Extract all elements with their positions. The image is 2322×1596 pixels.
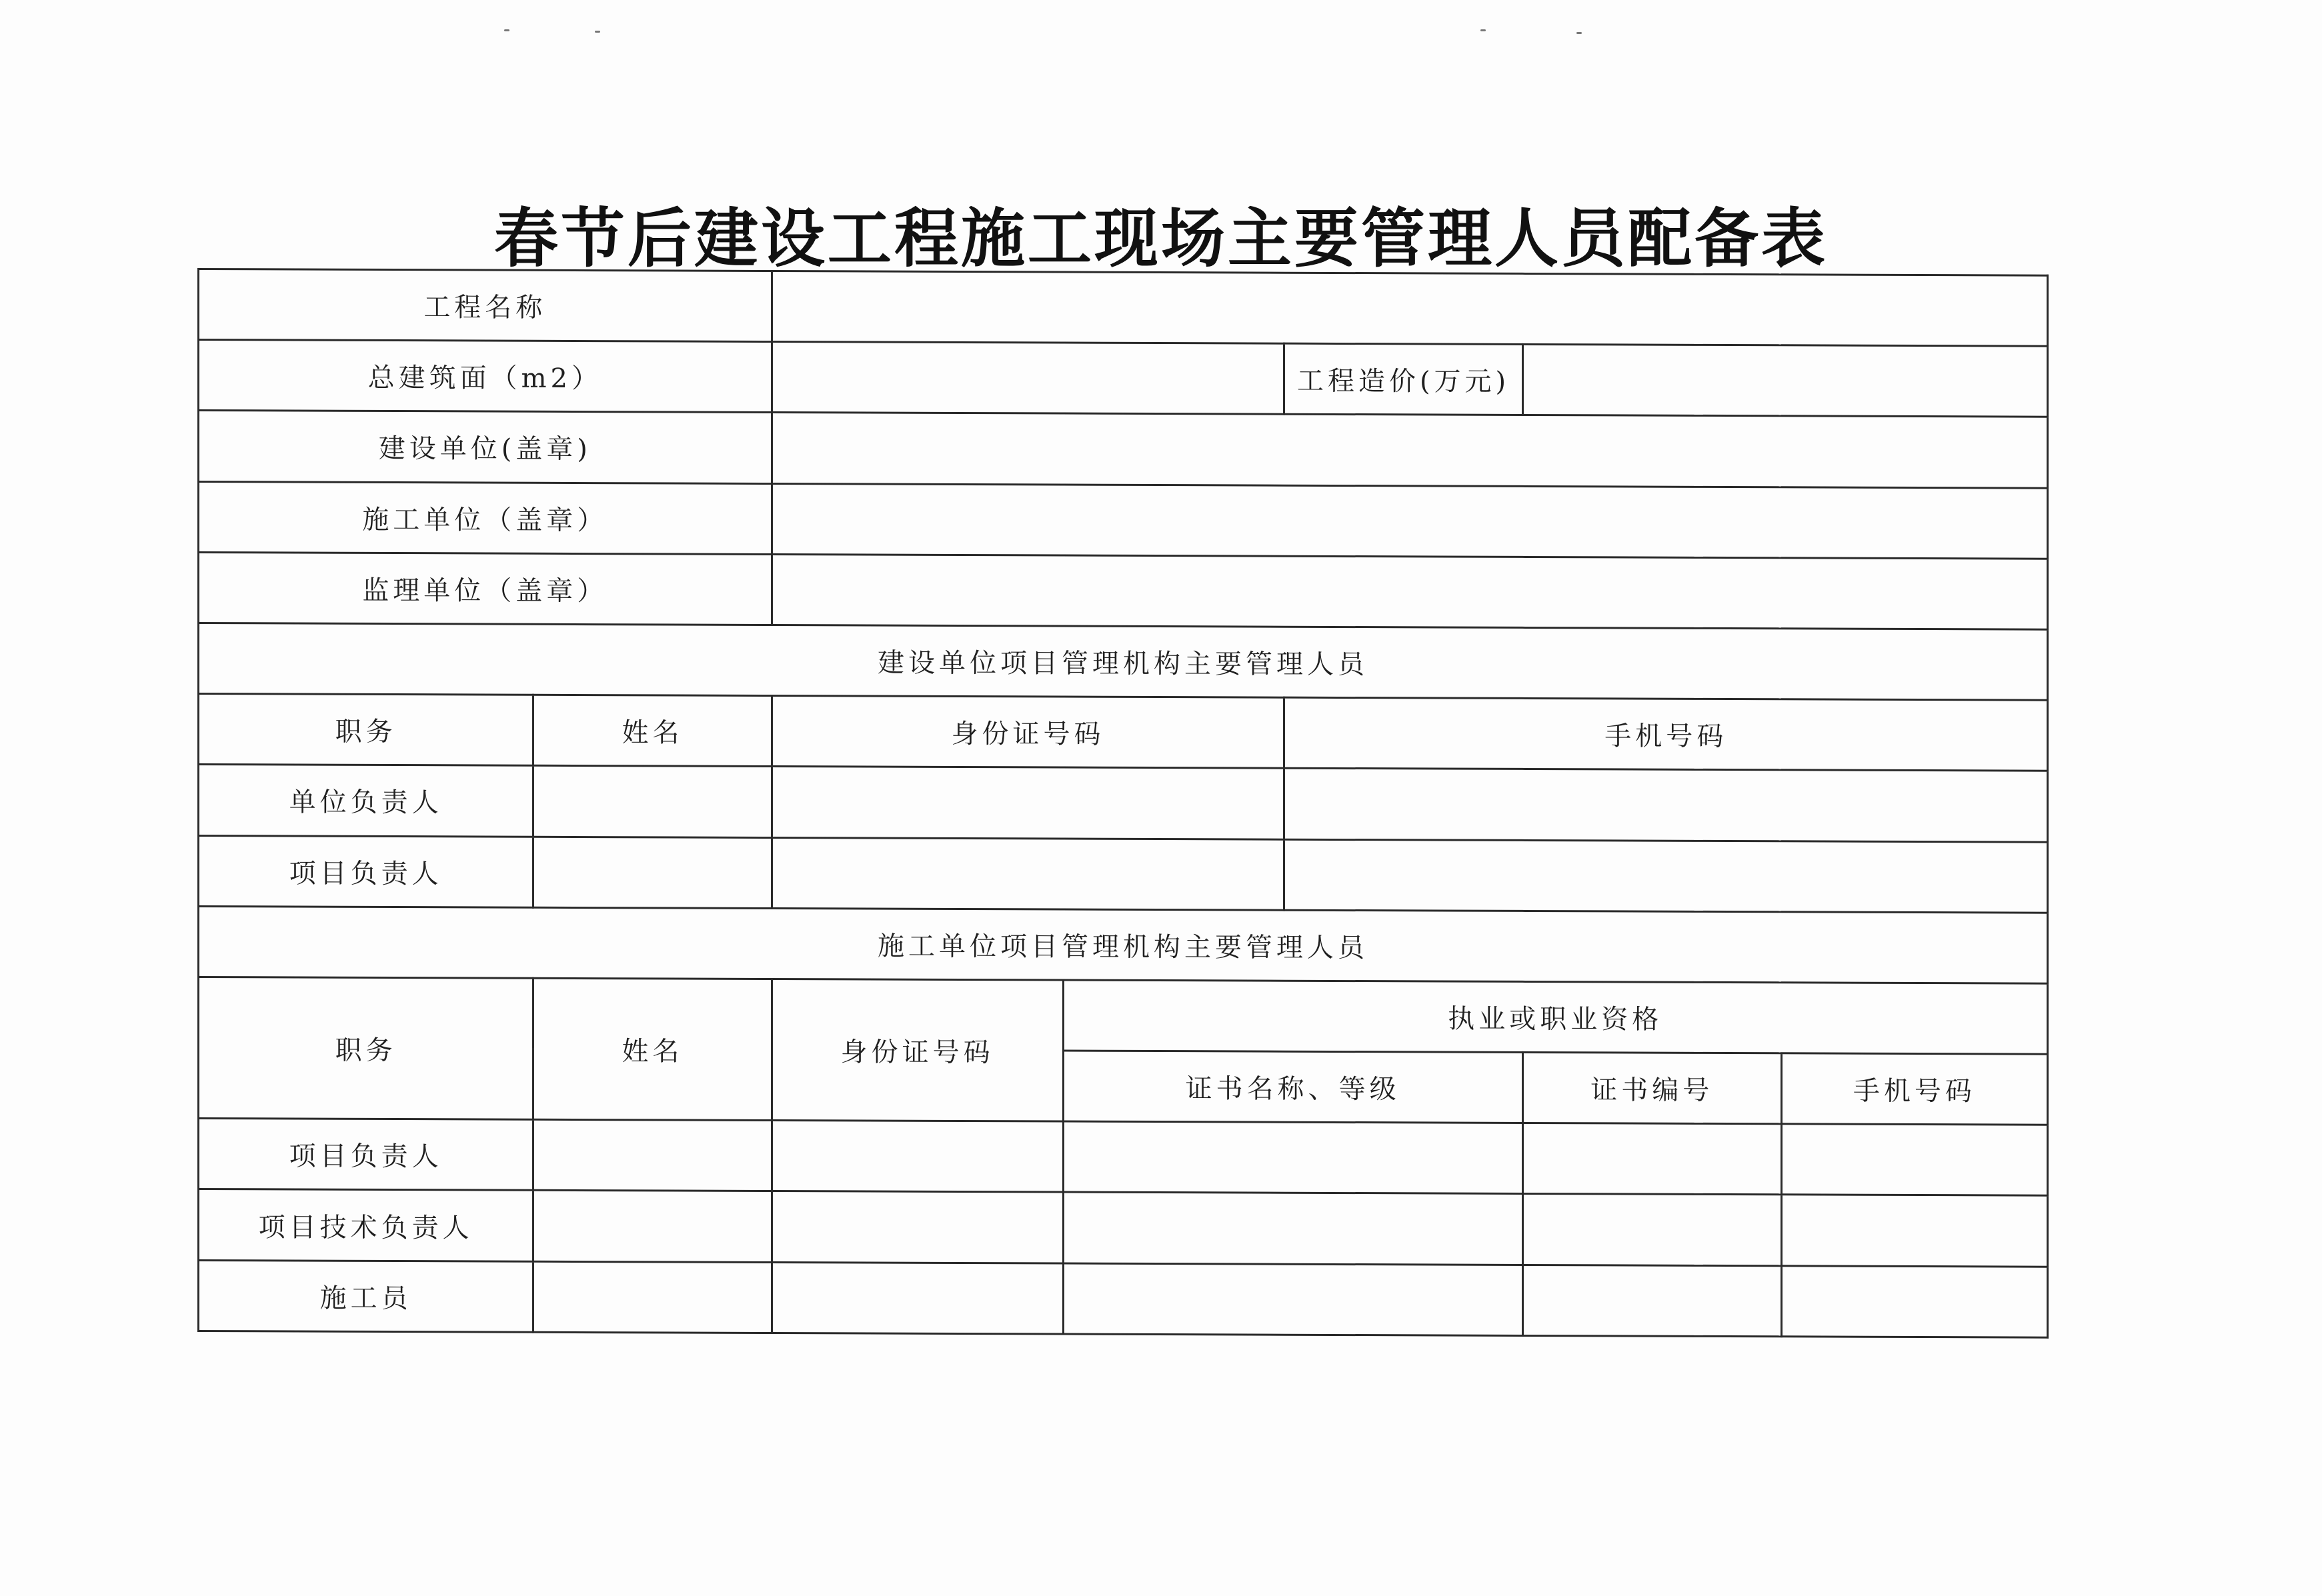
area-cost-row <box>199 340 2048 417</box>
position-label: 项目负责人 <box>199 835 533 907</box>
project-name-label: 工程名称 <box>199 269 772 342</box>
column-header: 姓名 <box>533 978 772 1121</box>
total-area-label: 总建筑面（m2） <box>199 340 772 413</box>
contractor-row <box>199 481 2048 559</box>
id-number-cell[interactable] <box>772 1191 1063 1263</box>
phone-cell[interactable] <box>1284 769 2048 842</box>
cert-name-cell[interactable] <box>1063 1192 1522 1265</box>
contractor-section-heading: 施工单位项目管理机构主要管理人员 <box>199 906 2048 983</box>
position-label: 项目负责人 <box>199 1119 533 1191</box>
table-row <box>199 1119 2048 1196</box>
project-name-row <box>199 269 2048 347</box>
table-row <box>199 1260 2048 1337</box>
supervisor-label: 监理单位（盖章） <box>199 552 772 625</box>
phone-cell[interactable] <box>1781 1265 2047 1337</box>
name-cell[interactable] <box>533 837 772 908</box>
contractor-label: 施工单位（盖章） <box>199 481 772 554</box>
page-title: 春节后建设工程施工现场主要管理人员配备表 <box>494 201 1828 276</box>
column-header: 手机号码 <box>1284 697 2048 771</box>
id-number-cell[interactable] <box>772 837 1284 910</box>
column-header: 证书编号 <box>1522 1052 1781 1124</box>
cost-label: 工程造价(万元) <box>1284 343 1522 415</box>
column-header: 身份证号码 <box>772 696 1284 769</box>
cert-number-cell[interactable] <box>1522 1265 1781 1337</box>
contractor-section-heading-row <box>199 906 2048 983</box>
position-label: 单位负责人 <box>199 765 533 837</box>
column-header: 身份证号码 <box>772 979 1063 1121</box>
column-header: 职务 <box>199 694 533 766</box>
table-row <box>199 1189 2048 1267</box>
scan-speck <box>1576 32 1582 34</box>
owner-section-heading-row <box>199 623 2048 700</box>
contractor-header-row <box>199 977 2048 1054</box>
owner-row <box>199 411 2048 488</box>
total-area-field[interactable] <box>772 342 1284 415</box>
owner-label: 建设单位(盖章) <box>199 411 772 483</box>
table-row <box>199 765 2048 842</box>
phone-cell[interactable] <box>1781 1195 2047 1267</box>
project-name-field[interactable] <box>772 271 2047 347</box>
qualification-header: 执业或职业资格 <box>1063 980 2047 1054</box>
name-cell[interactable] <box>533 1120 772 1191</box>
position-label: 施工员 <box>199 1260 533 1332</box>
cert-number-cell[interactable] <box>1522 1194 1781 1266</box>
phone-cell[interactable] <box>1781 1124 2047 1196</box>
scan-speck <box>1480 29 1486 31</box>
table-row <box>199 835 2048 913</box>
staffing-form-table <box>197 268 2049 1339</box>
owner-header-row <box>199 694 2048 771</box>
position-label: 项目技术负责人 <box>199 1189 533 1261</box>
supervisor-field[interactable] <box>772 554 2047 629</box>
column-header: 职务 <box>199 977 533 1119</box>
contractor-field[interactable] <box>772 483 2047 559</box>
scan-speck <box>504 29 509 31</box>
owner-field[interactable] <box>772 413 2047 488</box>
id-number-cell[interactable] <box>772 1121 1063 1193</box>
name-cell[interactable] <box>533 766 772 837</box>
name-cell[interactable] <box>533 1261 772 1333</box>
owner-section-heading: 建设单位项目管理机构主要管理人员 <box>199 623 2048 700</box>
phone-cell[interactable] <box>1284 839 2048 913</box>
column-header: 证书名称、等级 <box>1063 1051 1522 1123</box>
id-number-cell[interactable] <box>772 767 1284 839</box>
cert-name-cell[interactable] <box>1063 1121 1522 1194</box>
supervisor-row <box>199 552 2048 629</box>
scan-speck <box>595 31 600 33</box>
cert-number-cell[interactable] <box>1522 1123 1781 1195</box>
column-header: 姓名 <box>533 695 772 766</box>
id-number-cell[interactable] <box>772 1262 1063 1334</box>
column-header: 手机号码 <box>1781 1053 2047 1125</box>
cost-field[interactable] <box>1522 345 2047 417</box>
cert-name-cell[interactable] <box>1063 1263 1522 1336</box>
name-cell[interactable] <box>533 1191 772 1262</box>
